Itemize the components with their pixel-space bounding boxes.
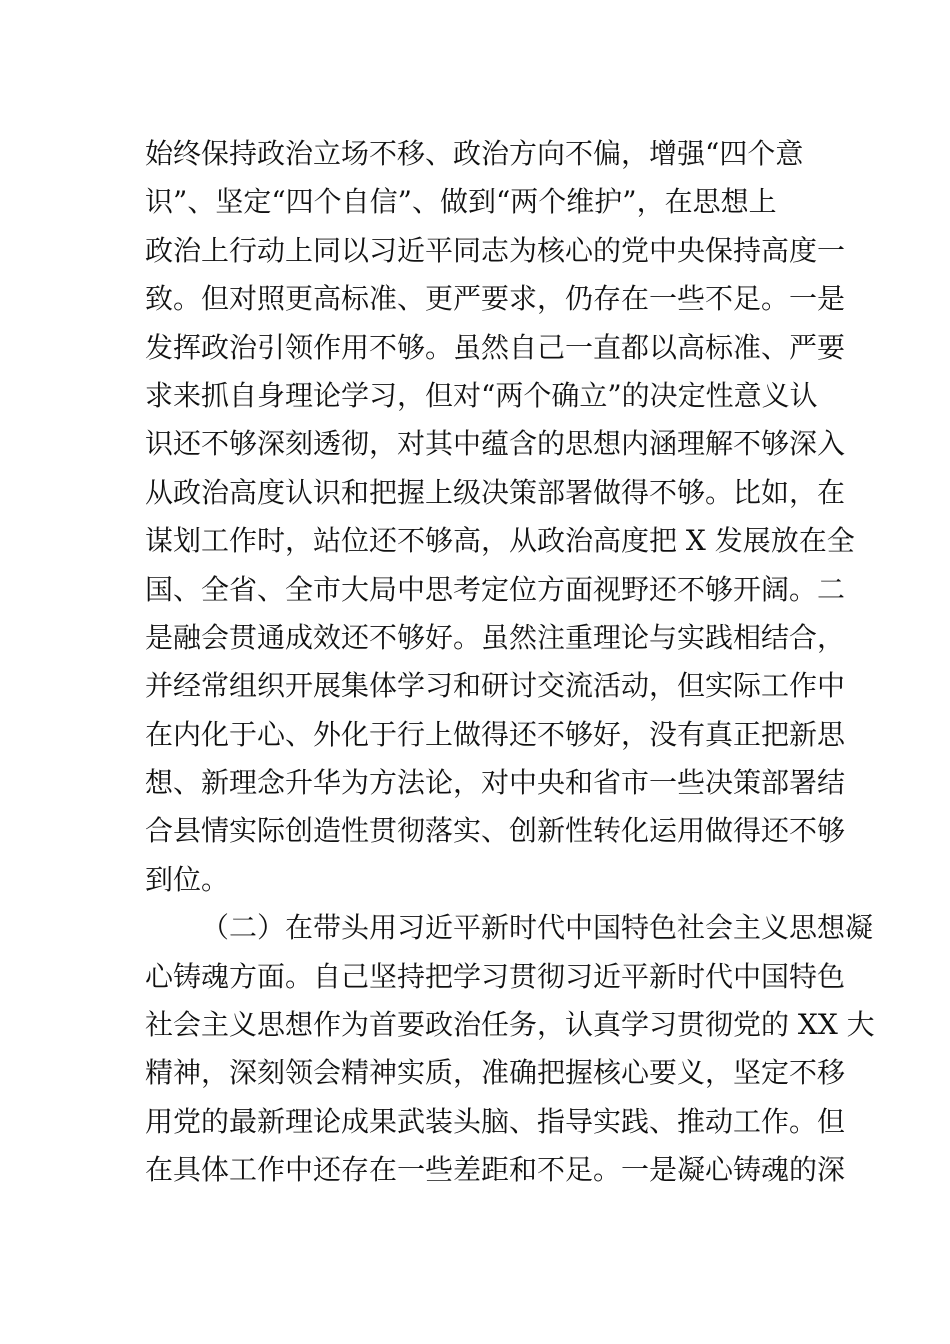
section-heading-line: （二）在带头用习近平新时代中国特色社会主义思想凝 [201,911,874,945]
text-line: 想、新理念升华为方法论，对中央和省市一些决策部署结 [145,766,846,800]
text-line: 始终保持政治立场不移、政治方向不偏，增强“四个意 [145,137,804,170]
text-line: 国、全省、全市大局中思考定位方面视野还不够开阔。二 [145,572,846,606]
text-line: 从政治高度认识和把握上级决策部署做得不够。比如，在 [145,475,846,509]
text-line: 社会主义思想作为首要政治任务，认真学习贯彻党的 XX 大 [145,1008,875,1042]
text-line: 求来抓自身理论学习，但对“两个确立”的决定性意义认 [145,378,818,412]
text-line: 政治上行动上同以习近平同志为核心的党中央保持高度一 [145,233,846,267]
text-line: 是融会贯通成效还不够好。虽然注重理论与实践相结合， [145,620,846,654]
text-line: 在内化于心、外化于行上做得还不够好，没有真正把新思 [145,717,846,751]
text-line: 识”、坚定“四个自信”、做到“两个维护”，在思想上 [145,185,777,219]
text-line: 致。但对照更高标准、更严要求，仍存在一些不足。一是 [145,282,846,316]
text-line: 心铸魂方面。自己坚持把学习贯彻习近平新时代中国特色 [145,959,846,993]
text-line: 到位。 [145,862,230,896]
text-line: 精神，深刻领会精神实质，准确把握核心要义，坚定不移 [145,1056,846,1090]
text-line: 用党的最新理论成果武装头脑、指导实践、推动工作。但 [145,1104,846,1138]
text-line: 并经常组织开展集体学习和研讨交流活动，但实际工作中 [145,669,846,703]
text-line: 合县情实际创造性贯彻落实、创新性转化运用做得还不够 [145,814,846,848]
text-line: 谋划工作时，站位还不够高，从政治高度把 X 发展放在全 [145,524,855,558]
text-line: 识还不够深刻透彻，对其中蕴含的思想内涵理解不够深入 [145,427,846,461]
text-line: 发挥政治引领作用不够。虽然自己一直都以高标准、严要 [145,330,846,364]
document-body [145,130,875,1195]
text-line: 在具体工作中还存在一些差距和不足。一是凝心铸魂的深 [145,1153,846,1187]
